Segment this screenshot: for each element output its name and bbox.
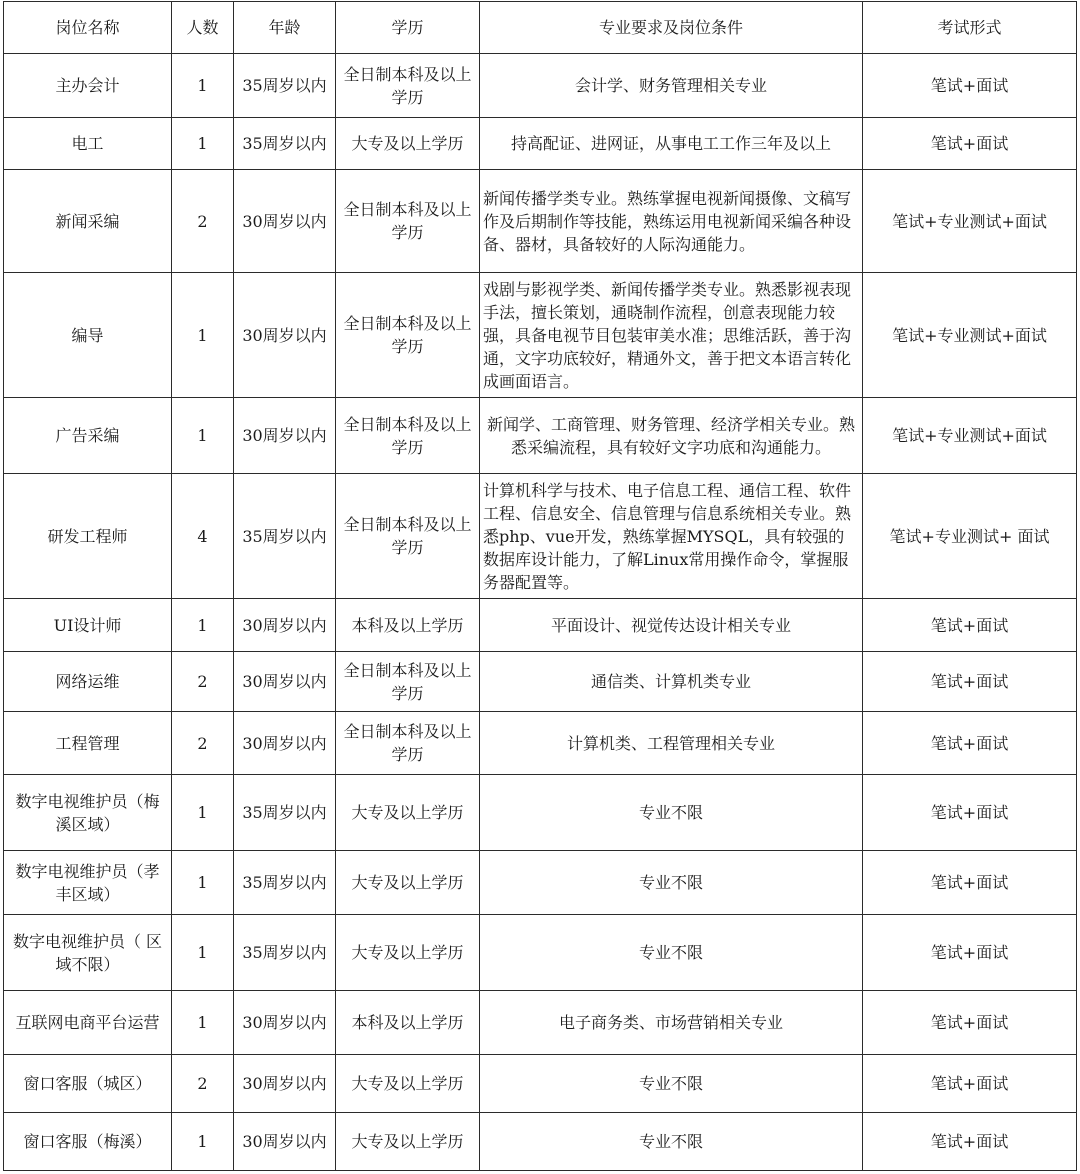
cell-education: 全日制本科及以上学历 xyxy=(336,54,480,118)
cell-position: 数字电视维护员（ 区域不限） xyxy=(4,915,172,991)
table-row xyxy=(4,915,1077,991)
header-age: 年龄 xyxy=(234,2,336,54)
header-requirements: 专业要求及岗位条件 xyxy=(480,2,863,54)
cell-education: 大专及以上学历 xyxy=(336,851,480,915)
table-row xyxy=(4,1055,1077,1113)
cell-count: 2 xyxy=(172,1055,234,1113)
cell-requirements: 通信类、计算机类专业 xyxy=(480,652,863,712)
cell-requirements: 专业不限 xyxy=(480,775,863,851)
cell-position: 电工 xyxy=(4,118,172,170)
cell-position: 窗口客服（梅溪） xyxy=(4,1113,172,1171)
cell-position: 工程管理 xyxy=(4,712,172,775)
recruitment-table xyxy=(3,1,1077,1171)
cell-count: 1 xyxy=(172,1113,234,1171)
cell-age: 30周岁以内 xyxy=(234,599,336,652)
header-count: 人数 xyxy=(172,2,234,54)
cell-age: 35周岁以内 xyxy=(234,775,336,851)
cell-exam: 笔试+面试 xyxy=(863,851,1077,915)
cell-age: 35周岁以内 xyxy=(234,54,336,118)
cell-count: 1 xyxy=(172,915,234,991)
table-row xyxy=(4,273,1077,398)
cell-requirements: 计算机科学与技术、电子信息工程、通信工程、软件工程、信息安全、信息管理与信息系统相关专业。熟悉php、vue开发，熟练掌握MYSQL，具有较强的数据库设计能力，了解Linux常用操作命令，掌握服务器配置等。 xyxy=(480,474,863,599)
cell-education: 大专及以上学历 xyxy=(336,1113,480,1171)
cell-age: 30周岁以内 xyxy=(234,1055,336,1113)
cell-count: 1 xyxy=(172,273,234,398)
table-row xyxy=(4,991,1077,1055)
table-row xyxy=(4,474,1077,599)
table-row xyxy=(4,599,1077,652)
cell-exam: 笔试+面试 xyxy=(863,1113,1077,1171)
cell-education: 全日制本科及以上学历 xyxy=(336,712,480,775)
cell-exam: 笔试+面试 xyxy=(863,1055,1077,1113)
cell-position: 窗口客服（城区） xyxy=(4,1055,172,1113)
cell-requirements: 专业不限 xyxy=(480,851,863,915)
cell-requirements: 专业不限 xyxy=(480,1113,863,1171)
cell-position: 主办会计 xyxy=(4,54,172,118)
cell-requirements: 戏剧与影视学类、新闻传播学类专业。熟悉影视表现手法，擅长策划，通晓制作流程，创意表现能力较强，具备电视节目包装审美水准；思维活跃，善于沟通，文字功底较好，精通外文，善于把文本语言转化成画面语言。 xyxy=(480,273,863,398)
cell-requirements: 新闻传播学类专业。熟练掌握电视新闻摄像、文稿写作及后期制作等技能，熟练运用电视新闻采编各种设备、器材，具备较好的人际沟通能力。 xyxy=(480,170,863,273)
cell-education: 大专及以上学历 xyxy=(336,118,480,170)
cell-exam: 笔试+面试 xyxy=(863,991,1077,1055)
cell-age: 30周岁以内 xyxy=(234,398,336,474)
cell-position: UI设计师 xyxy=(4,599,172,652)
cell-count: 1 xyxy=(172,54,234,118)
cell-exam: 笔试+专业测试+面试 xyxy=(863,273,1077,398)
table-row xyxy=(4,851,1077,915)
cell-education: 大专及以上学历 xyxy=(336,775,480,851)
cell-education: 大专及以上学历 xyxy=(336,915,480,991)
cell-position: 研发工程师 xyxy=(4,474,172,599)
cell-count: 1 xyxy=(172,599,234,652)
cell-position: 互联网电商平台运营 xyxy=(4,991,172,1055)
cell-age: 35周岁以内 xyxy=(234,474,336,599)
cell-position: 数字电视维护员（孝丰区域） xyxy=(4,851,172,915)
cell-exam: 笔试+面试 xyxy=(863,915,1077,991)
cell-education: 大专及以上学历 xyxy=(336,1055,480,1113)
cell-age: 30周岁以内 xyxy=(234,991,336,1055)
cell-education: 全日制本科及以上学历 xyxy=(336,273,480,398)
table-row xyxy=(4,652,1077,712)
cell-count: 1 xyxy=(172,398,234,474)
cell-exam: 笔试+专业测试+ 面试 xyxy=(863,474,1077,599)
table-row xyxy=(4,118,1077,170)
cell-exam: 笔试+面试 xyxy=(863,54,1077,118)
cell-exam: 笔试+面试 xyxy=(863,652,1077,712)
header-education: 学历 xyxy=(336,2,480,54)
cell-requirements: 持高配证、进网证，从事电工工作三年及以上 xyxy=(480,118,863,170)
cell-age: 35周岁以内 xyxy=(234,851,336,915)
cell-age: 30周岁以内 xyxy=(234,273,336,398)
table-row xyxy=(4,170,1077,273)
table-row xyxy=(4,398,1077,474)
cell-count: 2 xyxy=(172,652,234,712)
cell-age: 30周岁以内 xyxy=(234,712,336,775)
cell-requirements: 电子商务类、市场营销相关专业 xyxy=(480,991,863,1055)
cell-position: 编导 xyxy=(4,273,172,398)
table-row xyxy=(4,775,1077,851)
cell-requirements: 平面设计、视觉传达设计相关专业 xyxy=(480,599,863,652)
cell-position: 新闻采编 xyxy=(4,170,172,273)
cell-position: 网络运维 xyxy=(4,652,172,712)
cell-education: 全日制本科及以上学历 xyxy=(336,170,480,273)
header-row xyxy=(4,2,1077,54)
cell-exam: 笔试+面试 xyxy=(863,599,1077,652)
cell-count: 4 xyxy=(172,474,234,599)
cell-requirements: 专业不限 xyxy=(480,1055,863,1113)
cell-count: 2 xyxy=(172,712,234,775)
table-row xyxy=(4,1113,1077,1171)
cell-exam: 笔试+面试 xyxy=(863,775,1077,851)
cell-count: 1 xyxy=(172,991,234,1055)
cell-position: 广告采编 xyxy=(4,398,172,474)
cell-age: 30周岁以内 xyxy=(234,170,336,273)
cell-requirements: 新闻学、工商管理、财务管理、经济学相关专业。熟悉采编流程，具有较好文字功底和沟通能力。 xyxy=(480,398,863,474)
table-row xyxy=(4,712,1077,775)
cell-count: 1 xyxy=(172,118,234,170)
cell-education: 全日制本科及以上学历 xyxy=(336,474,480,599)
cell-education: 本科及以上学历 xyxy=(336,599,480,652)
cell-requirements: 会计学、财务管理相关专业 xyxy=(480,54,863,118)
cell-count: 1 xyxy=(172,775,234,851)
cell-requirements: 计算机类、工程管理相关专业 xyxy=(480,712,863,775)
cell-education: 全日制本科及以上学历 xyxy=(336,398,480,474)
cell-position: 数字电视维护员（梅溪区域） xyxy=(4,775,172,851)
cell-exam: 笔试+面试 xyxy=(863,118,1077,170)
header-position: 岗位名称 xyxy=(4,2,172,54)
cell-requirements: 专业不限 xyxy=(480,915,863,991)
cell-education: 本科及以上学历 xyxy=(336,991,480,1055)
cell-age: 35周岁以内 xyxy=(234,915,336,991)
table-body xyxy=(4,54,1077,1171)
cell-age: 35周岁以内 xyxy=(234,118,336,170)
cell-exam: 笔试+专业测试+面试 xyxy=(863,398,1077,474)
cell-count: 2 xyxy=(172,170,234,273)
table-row xyxy=(4,54,1077,118)
cell-count: 1 xyxy=(172,851,234,915)
cell-exam: 笔试+面试 xyxy=(863,712,1077,775)
header-exam: 考试形式 xyxy=(863,2,1077,54)
cell-exam: 笔试+专业测试+面试 xyxy=(863,170,1077,273)
cell-age: 30周岁以内 xyxy=(234,652,336,712)
cell-education: 全日制本科及以上学历 xyxy=(336,652,480,712)
cell-age: 30周岁以内 xyxy=(234,1113,336,1171)
